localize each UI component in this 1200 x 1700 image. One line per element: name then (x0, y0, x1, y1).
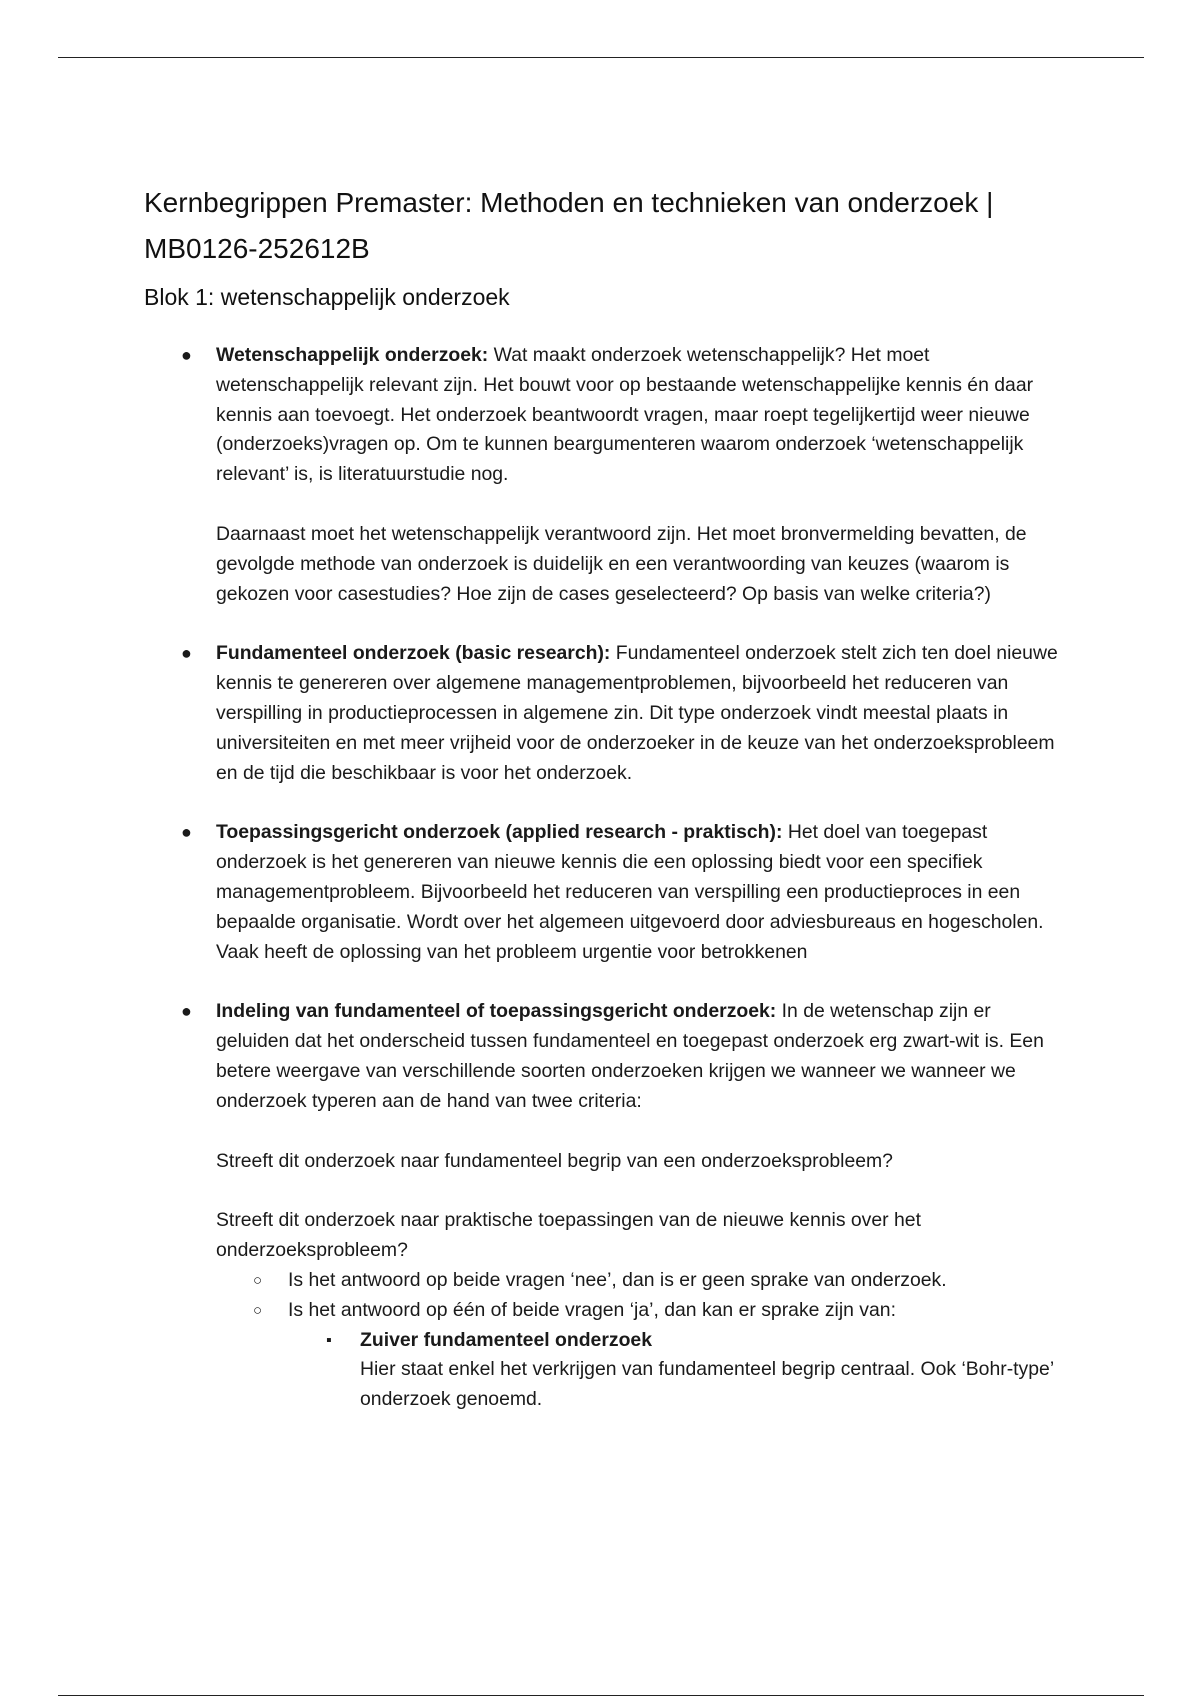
list-item (144, 341, 1064, 609)
term-paragraph (216, 997, 1064, 1116)
list-item (144, 639, 1064, 788)
bullet-icon: ● (181, 1001, 192, 1022)
document-title: Kernbegrippen Premaster: Methoden en technieken van onderzoek | MB0126-252612B (144, 187, 994, 264)
term-paragraph (216, 639, 1064, 788)
circle-bullet-icon: ○ (253, 1301, 263, 1319)
term-description: Wat maakt onderzoek wetenschappelijk? Het moet wetenschappelijk relevant zijn. Het bouwt voor op bestaande wetenschappelijke kennis én daar kennis aan toevoegt. Het onderzoek beantwoordt vragen, maar roept tegelijkertijd weer nieuwe (onderzoeks)vragen op. Om te kunnen beargumenteren waarom onderzoek ‘wetenschappelijk relevant’ is, is literatuurstudie nog. (216, 344, 1034, 486)
bottom-rule (58, 1695, 1144, 1696)
sub-sub-text: Hier staat enkel het verkrijgen van fundamenteel begrip centraal. Ook ‘Bohr-type’ onderzoek genoemd. (360, 1358, 1054, 1411)
bullet-icon: ● (181, 643, 192, 664)
sub-list-text: Is het antwoord op beide vragen ‘nee’, dan is er geen sprake van onderzoek. (288, 1268, 947, 1291)
criterion-question: Streeft dit onderzoek naar praktische toepassingen van de nieuwe kennis over het onderzoeksprobleem? (216, 1209, 921, 1262)
term-label: Fundamenteel onderzoek (basic research): (216, 642, 611, 665)
document-page (144, 180, 1064, 1445)
term-description: In de wetenschap zijn er geluiden dat het onderscheid tussen fundamenteel en toegepast onderzoek erg zwart-wit is. Een betere weergave van verschillende soorten onderzoeken krijgen we wanneer we wanneer we onderzoek typeren aan de hand van twee criteria: (216, 1000, 1044, 1112)
sub-list-item (216, 1296, 1064, 1415)
sub-list-text: Is het antwoord op één of beide vragen ‘ja’, dan kan er sprake zijn van: (288, 1298, 896, 1321)
criterion-question: Streeft dit onderzoek naar fundamenteel begrip van een onderzoeksprobleem? (216, 1149, 893, 1172)
term-label: Indeling van fundamenteel of toepassingsgericht onderzoek: (216, 1000, 777, 1023)
sub-sub-list-item (288, 1326, 1064, 1415)
term-description: Fundamenteel onderzoek stelt zich ten doel nieuwe kennis te genereren over algemene managementproblemen, bijvoorbeeld het reduceren van verspilling in productieprocessen in algemene zin. Dit type onderzoek vindt meestal plaats in universiteiten en met meer vrijheid voor de onderzoeker in de keuze van het onderzoeksprobleem en de tijd die beschikbaar is voor het onderzoek. (216, 642, 1058, 784)
term-label: Toepassingsgericht onderzoek (applied research - praktisch): (216, 821, 783, 844)
bullet-icon: ● (181, 345, 192, 365)
sub-list-item (216, 1266, 1064, 1296)
term-label: Wetenschappelijk onderzoek: (216, 344, 489, 366)
list-item (144, 997, 1064, 1415)
term-paragraph (216, 818, 1064, 967)
term-paragraph (216, 341, 1064, 490)
term-list (144, 341, 1064, 1415)
square-bullet-icon: ▪ (326, 1331, 332, 1349)
sub-sub-list (288, 1326, 1064, 1415)
list-item (144, 818, 1064, 967)
top-rule (58, 57, 1144, 58)
bullet-icon: ● (181, 822, 192, 843)
paragraph: Daarnaast moet het wetenschappelijk verantwoord zijn. Het moet bronvermelding bevatten, de gevolgde methode van onderzoek is duidelijk en een verantwoording van keuzes (waarom is gekozen voor casestudies? Hoe zijn de cases geselecteerd? Op basis van welke criteria?) (216, 522, 1027, 605)
sub-list (216, 1266, 1064, 1415)
section-heading: Blok 1: wetenschappelijk onderzoek (144, 284, 510, 310)
circle-bullet-icon: ○ (253, 1271, 263, 1289)
sub-sub-heading: Zuiver fundamenteel onderzoek (360, 1328, 652, 1351)
term-description: Het doel van toegepast onderzoek is het genereren van nieuwe kennis die een oplossing biedt voor een specifiek managementprobleem. Bijvoorbeeld het reduceren van verspilling een productieproces in een bepaalde organisatie. Wordt over het algemeen uitgevoerd door adviesbureaus en hogescholen. Vaak heeft de oplossing van het probleem urgentie voor betrokkenen (216, 821, 1044, 963)
